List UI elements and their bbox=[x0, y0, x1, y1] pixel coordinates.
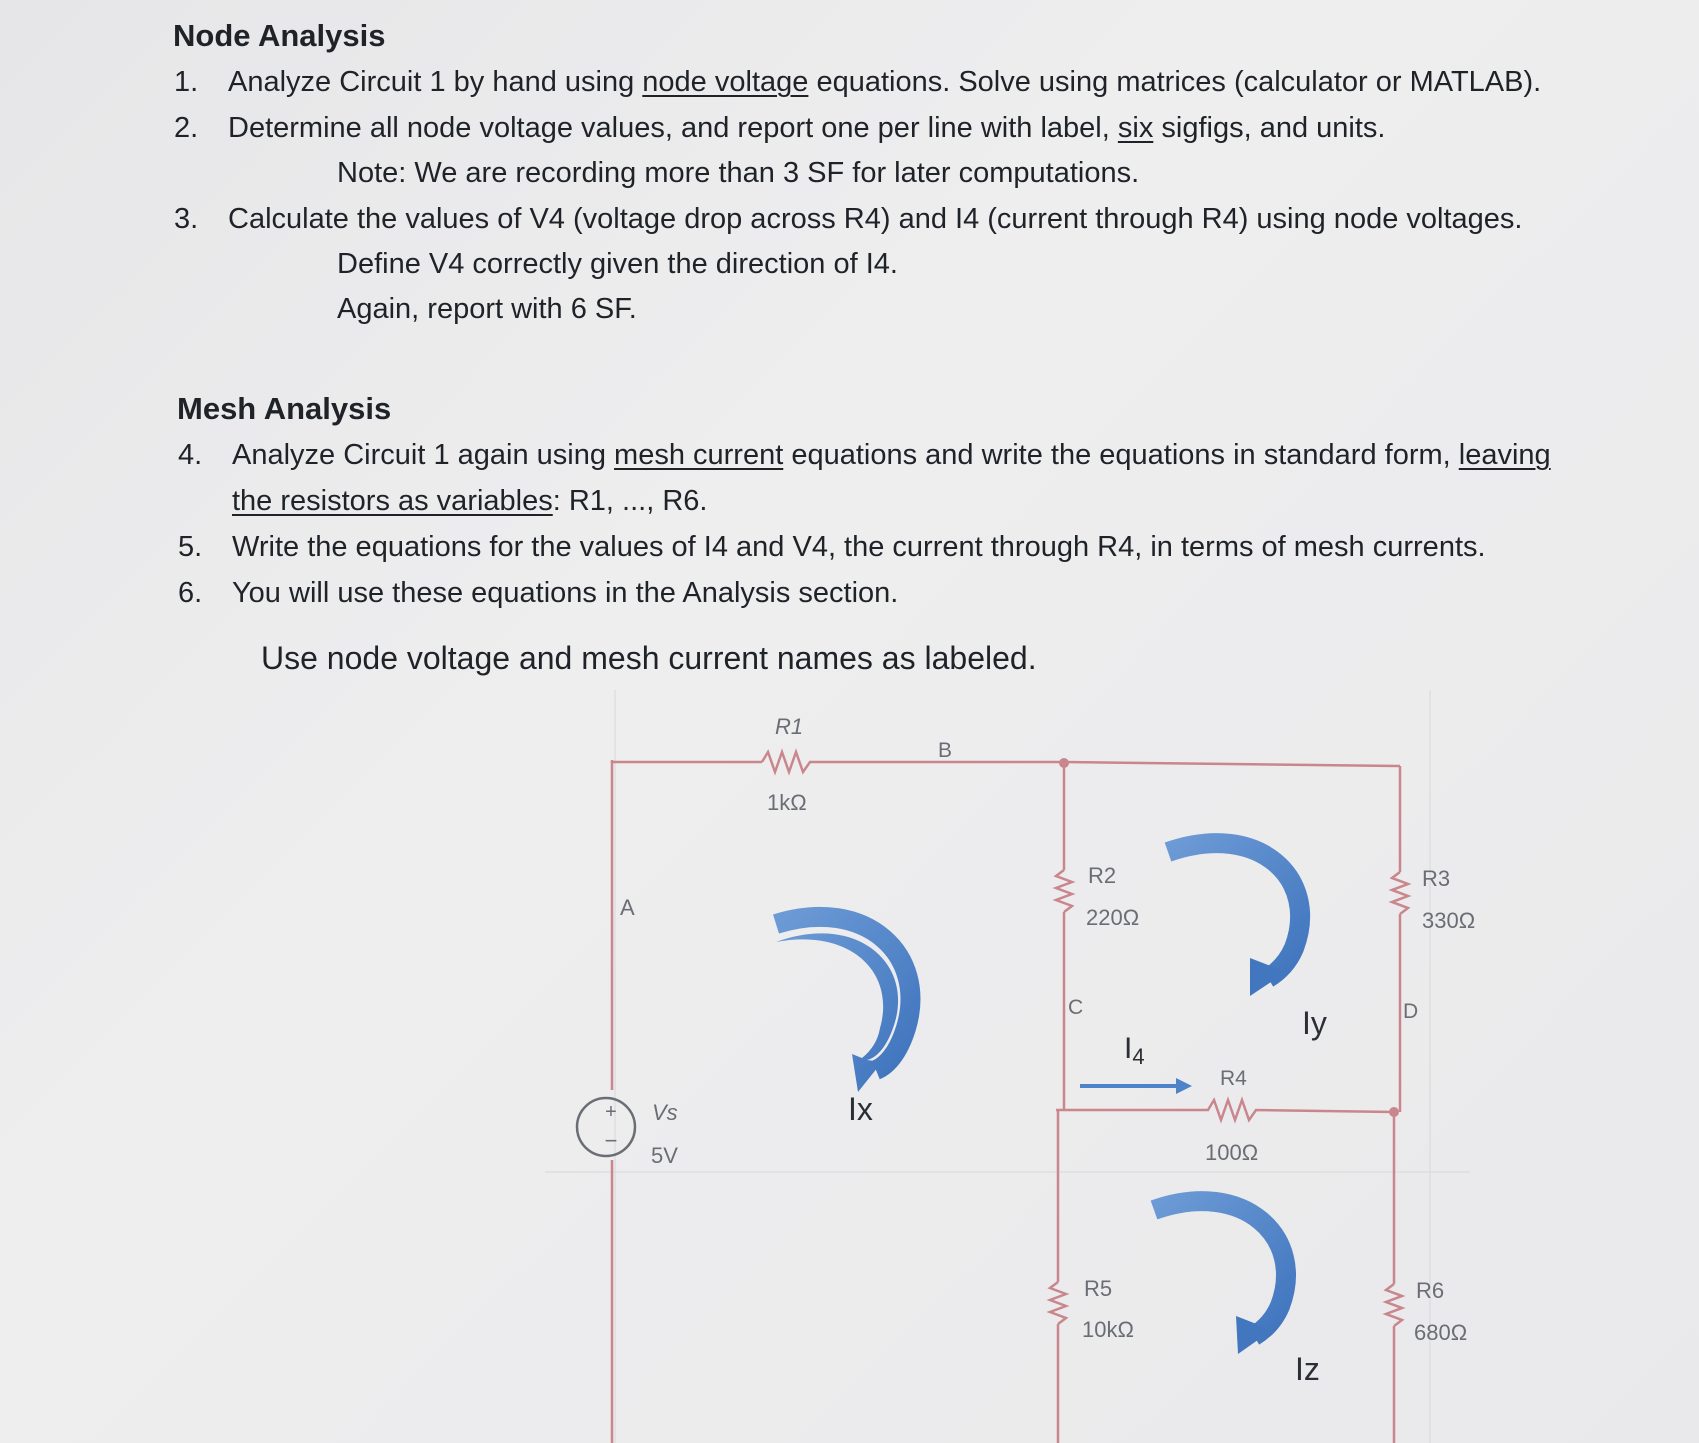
item-1-text: Analyze Circuit 1 by hand using node voltage equations. Solve using matrices (calculator or MATLAB). bbox=[228, 66, 1542, 98]
r1-label: R1 bbox=[775, 714, 804, 739]
instruction-text: Use node voltage and mesh current names as labeled. bbox=[261, 640, 1037, 676]
item-2-text: Determine all node voltage values, and report one per line with label, six sigfigs, and units. bbox=[228, 112, 1386, 144]
r3-label: R3 bbox=[1422, 866, 1451, 891]
r4-label: R4 bbox=[1220, 1067, 1247, 1090]
item-2-number: 2. bbox=[174, 112, 199, 144]
mesh-iz-label: Iz bbox=[1295, 1351, 1320, 1387]
item-3-text: Calculate the values of V4 (voltage drop across R4) and I4 (current through R4) using node voltages. bbox=[228, 203, 1523, 235]
item-1-number: 1. bbox=[174, 66, 199, 98]
item-3-number: 3. bbox=[174, 203, 199, 235]
r6-label: R6 bbox=[1416, 1278, 1445, 1303]
item-3-note-1: Define V4 correctly given the direction of I4. bbox=[337, 248, 898, 280]
node-analysis-heading: Node Analysis bbox=[173, 18, 386, 53]
r1-value: 1kΩ bbox=[767, 790, 807, 815]
item-6-number: 6. bbox=[178, 577, 203, 609]
r2-value: 220Ω bbox=[1086, 905, 1140, 930]
r6-value: 680Ω bbox=[1414, 1320, 1468, 1345]
node-c-label: C bbox=[1068, 996, 1084, 1019]
r3-value: 330Ω bbox=[1422, 908, 1476, 933]
r5-value: 10kΩ bbox=[1082, 1317, 1134, 1342]
source-plus: + bbox=[605, 1101, 617, 1123]
item-6-text: You will use these equations in the Analysis section. bbox=[232, 577, 899, 609]
node-a-label: A bbox=[620, 895, 635, 920]
item-4-text: Analyze Circuit 1 again using mesh current equations and write the equations in standard form, leaving bbox=[232, 439, 1551, 471]
mesh-iy-label: Iy bbox=[1302, 1005, 1327, 1041]
item-3-note-2: Again, report with 6 SF. bbox=[337, 293, 637, 325]
item-5-text: Write the equations for the values of I4 and V4, the current through R4, in terms of mesh currents. bbox=[232, 531, 1486, 563]
r5-label: R5 bbox=[1084, 1276, 1113, 1301]
mesh-analysis-heading: Mesh Analysis bbox=[177, 391, 392, 426]
mesh-iz-arrow-icon bbox=[1154, 1201, 1286, 1354]
i4-label: $I_4$ bbox=[1124, 1032, 1145, 1069]
node-d-label: D bbox=[1403, 1000, 1419, 1023]
node-b-label: B bbox=[938, 739, 953, 762]
mesh-ix-label: Ix bbox=[848, 1091, 873, 1127]
item-4-text-line2: the resistors as variables: R1, ..., R6. bbox=[232, 485, 708, 517]
item-4-number: 4. bbox=[178, 439, 203, 471]
r4-value: 100Ω bbox=[1205, 1140, 1259, 1165]
r2-label: R2 bbox=[1088, 863, 1117, 888]
node-dots bbox=[1059, 758, 1399, 1117]
source-minus: − bbox=[604, 1128, 618, 1153]
grid-lines bbox=[545, 690, 1470, 1443]
i4-arrow-icon bbox=[1080, 1078, 1192, 1094]
circuit-wires bbox=[612, 752, 1408, 1443]
item-2-note: Note: We are recording more than 3 SF for later computations. bbox=[337, 157, 1140, 189]
item-5-number: 5. bbox=[178, 531, 203, 563]
mesh-iy-arrow-icon bbox=[1168, 843, 1300, 996]
source-name: Vs bbox=[652, 1100, 678, 1125]
mesh-ix-arrow-icon bbox=[776, 917, 910, 1092]
source-value: 5V bbox=[651, 1143, 678, 1168]
